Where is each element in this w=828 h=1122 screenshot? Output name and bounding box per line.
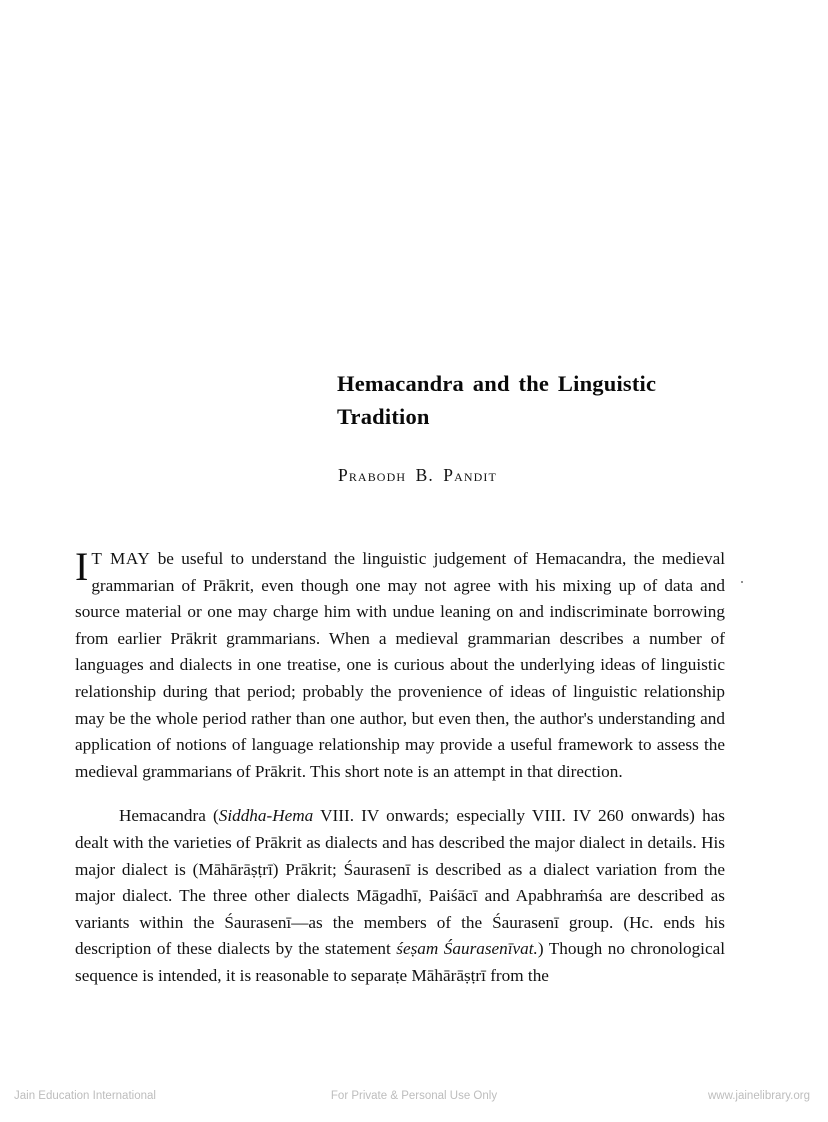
footer-organization: Jain Education International: [14, 1090, 156, 1102]
paragraph-1: [75, 546, 725, 785]
page-footer: [0, 1090, 828, 1114]
paragraph-2-segment-2: VIII. IV onwards; especially VIII. IV 260 onwards) has dealt with the varieties of Prākrit as dialects and has described the major dialect in details. His major dialect is (Māhārāṣṭrī) Prākrit; Śaurasenī is described as a dialect variation from the major dialect. The three other dialects Māgadhī, Paiśācī and Apabhraṁśa are described as variants within the Śaurasenī—as the members of the Śaurasenī group. (Hc. ends his description of these dialects by the statement: [75, 806, 725, 959]
scan-ink-speck: [741, 581, 743, 583]
footer-website-url[interactable]: www.jainelibrary.org: [707, 1090, 810, 1102]
author-byline: Prabodh B. Pandit: [338, 465, 497, 485]
page-title: Hemacandra and the Linguistic Tradition: [337, 371, 657, 429]
paragraph-2-segment-3: ) Though no chronological sequence is intended, it is reasonable to separaṭe Māhārāṣṭrī from the: [75, 939, 725, 985]
body-text-column: [75, 546, 725, 990]
footer-usage-notice: For Private & Personal Use Only: [330, 1090, 498, 1102]
title-block: [337, 367, 712, 433]
paragraph-1-lead-smallcaps: T MAY: [91, 549, 151, 568]
paragraph-2-segment-1: Hemacandra (: [119, 806, 219, 826]
drop-cap-letter: I: [75, 544, 89, 589]
paragraph-2-italic-sesam-saurasenivat: śeṣam Śaurasenīvat.: [396, 939, 538, 959]
paragraph-1-text: be useful to understand the linguistic judgement of Hemacandra, the medieval grammarian of Prākrit, even though one may not agree with his mixing up of data and source material or one may charge him with undue leaning on and indiscriminate borrowing from earlier Prākrit grammarians. When a medieval grammarian describes a number of languages and dialects in one treatise, one is curious about the underlying ideas of linguistic relationship during that period; probably the provenience of ideas of linguistic relationship may be the whole period rather than one author, but even then, the author's understanding and application of notions of language relationship may provide a useful framework to assess the medieval grammarians of Prākrit. This short note is an attempt in that direction.: [75, 549, 725, 781]
paragraph-2-italic-siddha-hema: Siddha-Hema: [218, 806, 314, 826]
paragraph-2: [75, 803, 725, 989]
